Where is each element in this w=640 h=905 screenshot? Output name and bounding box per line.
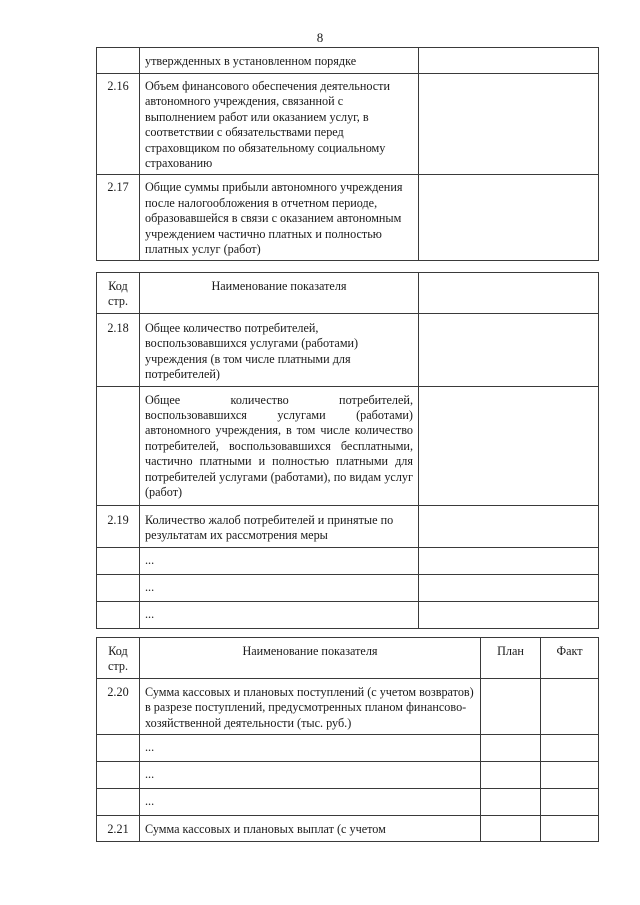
- row-plan-cell: [481, 735, 541, 762]
- header-code: Код стр.: [97, 638, 140, 679]
- row-indicator-name: ...: [140, 547, 419, 574]
- table-row: [97, 762, 599, 789]
- table-row: [97, 679, 599, 735]
- row-indicator-name: ...: [140, 762, 481, 789]
- row-indicator-name: Сумма кассовых и плановых выплат (с учетом: [140, 816, 481, 842]
- row-code: [97, 735, 140, 762]
- row-value-cell: [419, 175, 599, 261]
- row-indicator-name: ...: [140, 601, 419, 628]
- row-code: 2.17: [97, 175, 140, 261]
- table-row: [97, 314, 599, 387]
- header-fact: Факт: [541, 638, 599, 679]
- table-row: [97, 547, 599, 574]
- row-value-cell: [419, 74, 599, 175]
- table-row: [97, 816, 599, 842]
- row-indicator-name: ...: [140, 574, 419, 601]
- header-indicator-name: Наименование показателя: [140, 273, 419, 314]
- row-indicator-name: Общее количество потребителей, воспользовавшихся услугами (работами) учреждения (в том числе платными для потребителей): [140, 314, 419, 387]
- table-row: [97, 505, 599, 547]
- row-value-cell: [419, 601, 599, 628]
- row-value-cell: [419, 386, 599, 505]
- header-value-cell: [419, 273, 599, 314]
- row-code: [97, 574, 140, 601]
- consumers-table: [96, 272, 599, 629]
- row-value-cell: [419, 314, 599, 387]
- row-code: [97, 762, 140, 789]
- table-row: [97, 74, 599, 175]
- table-row: [97, 601, 599, 628]
- row-code: 2.16: [97, 74, 140, 175]
- header-code: Код стр.: [97, 273, 140, 314]
- row-fact-cell: [541, 816, 599, 842]
- row-value-cell: [419, 505, 599, 547]
- row-code: 2.20: [97, 679, 140, 735]
- row-fact-cell: [541, 762, 599, 789]
- row-code: 2.21: [97, 816, 140, 842]
- receipts-table: [96, 637, 599, 842]
- row-indicator-name: Объем финансового обеспечения деятельности автономного учреждения, связанной с выполнением работ или оказанием услуг, в соответствии с обязательствами перед страховщиком по обязательному социальному страхованию: [140, 74, 419, 175]
- header-indicator-name: Наименование показателя: [140, 638, 481, 679]
- row-code: [97, 547, 140, 574]
- row-indicator-name: утвержденных в установленном порядке: [140, 48, 419, 74]
- row-value-cell: [419, 574, 599, 601]
- row-code: [97, 789, 140, 816]
- table-header-row: [97, 273, 599, 314]
- row-indicator-name: Общие суммы прибыли автономного учреждения после налогообложения в отчетном периоде, образовавшейся в связи с оказанием автономным учреждением частично платных и полностью платных услуг (работ): [140, 175, 419, 261]
- table-row: [97, 789, 599, 816]
- row-plan-cell: [481, 762, 541, 789]
- row-fact-cell: [541, 679, 599, 735]
- row-fact-cell: [541, 789, 599, 816]
- row-code: 2.19: [97, 505, 140, 547]
- row-plan-cell: [481, 679, 541, 735]
- table-header-row: [97, 638, 599, 679]
- page-number: 8: [316, 30, 324, 45]
- row-indicator-name: Сумма кассовых и плановых поступлений (с учетом возвратов) в разрезе поступлений, предусмотренных планом финансово-хозяйственной деятельности (тыс. руб.): [140, 679, 481, 735]
- row-code: [97, 48, 140, 74]
- row-code: [97, 601, 140, 628]
- row-code: 2.18: [97, 314, 140, 387]
- indicators-table-continued: [96, 47, 599, 261]
- row-fact-cell: [541, 735, 599, 762]
- header-plan: План: [481, 638, 541, 679]
- row-plan-cell: [481, 816, 541, 842]
- row-plan-cell: [481, 789, 541, 816]
- table-row: [97, 574, 599, 601]
- row-value-cell: [419, 48, 599, 74]
- row-indicator-name: ...: [140, 735, 481, 762]
- table-row: [97, 48, 599, 74]
- row-indicator-name: ...: [140, 789, 481, 816]
- table-row: [97, 735, 599, 762]
- row-value-cell: [419, 547, 599, 574]
- table-row: [97, 175, 599, 261]
- row-indicator-name: Общее количество потребителей, воспользовавшихся услугами (работами) автономного учреждения, в том числе количество потребителей, воспользовавшихся бесплатными, частично платными и полностью платными для потребителей услугами (работами), по видам услуг (работ): [140, 386, 419, 505]
- table-row: [97, 386, 599, 505]
- row-code: [97, 386, 140, 505]
- row-indicator-name: Количество жалоб потребителей и принятые по результатам их рассмотрения меры: [140, 505, 419, 547]
